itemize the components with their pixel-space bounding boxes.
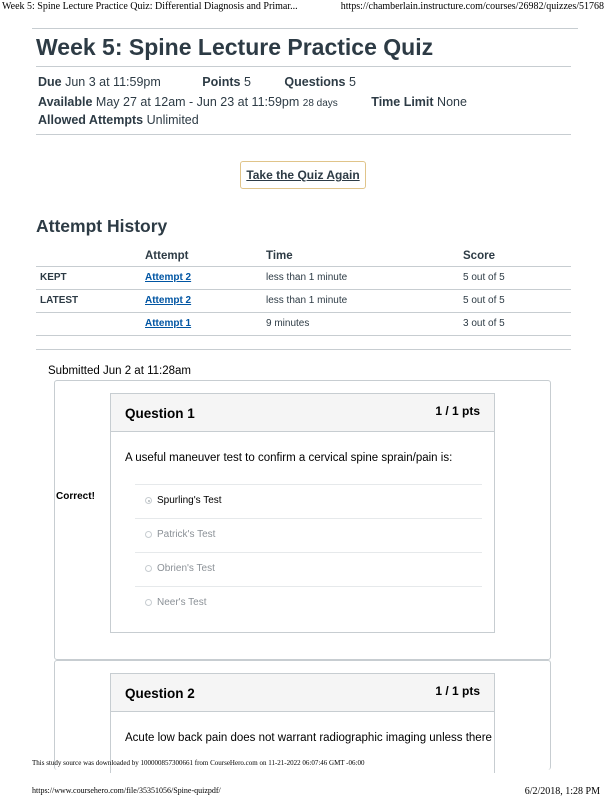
answer-label: Spurling's Test (157, 495, 222, 506)
answer-option[interactable] (135, 518, 482, 552)
question-points: 1 / 1 pts (435, 404, 480, 418)
questions-label: Questions (284, 75, 346, 89)
attempt-time: 9 minutes (266, 312, 463, 335)
question-text: Acute low back pain does not warrant radiographic imaging unless there (125, 732, 492, 744)
print-header-title: Week 5: Spine Lecture Practice Quiz: Differential Diagnosis and Primar... (2, 1, 298, 12)
answer-list (135, 484, 482, 620)
column-header-attempt: Attempt (145, 246, 266, 266)
attempt-score: 5 out of 5 (463, 266, 571, 289)
column-header-score: Score (463, 246, 571, 266)
points-label: Points (202, 75, 241, 89)
quiz-title: Week 5: Spine Lecture Practice Quiz (36, 34, 434, 60)
table-row (36, 289, 571, 312)
radio-icon (145, 565, 152, 572)
quiz-details-row-3 (38, 113, 199, 127)
time-limit-value: None (437, 95, 467, 109)
attempt-link[interactable]: Attempt 2 (145, 295, 192, 306)
question-header (111, 394, 494, 432)
table-row (36, 312, 571, 335)
print-header (0, 0, 606, 16)
answer-option[interactable] (135, 552, 482, 586)
available-value: May 27 at 12am - Jun 23 at 11:59pm (95, 95, 300, 109)
answer-label: Neer's Test (157, 597, 207, 608)
attempt-history-table (36, 246, 571, 336)
radio-icon (145, 599, 152, 606)
points-value: 5 (243, 75, 251, 89)
available-days: 28 days (302, 98, 338, 109)
footer-source-note: This study source was downloaded by 100000857300661 from CourseHero.com on 11-21-2022 06:07:46 GMT -06:00 (32, 759, 365, 767)
due-label: Due (38, 75, 62, 89)
answer-label: Obrien's Test (157, 563, 215, 574)
questions-value: 5 (349, 75, 356, 89)
attempt-time: less than 1 minute (266, 266, 463, 289)
attempt-link[interactable]: Attempt 2 (145, 272, 192, 283)
question-2-card (110, 673, 495, 773)
attempt-tag: KEPT (36, 266, 145, 289)
column-header-tag (36, 246, 145, 266)
answer-label: Patrick's Test (157, 529, 216, 540)
quiz-details-row-1 (38, 75, 356, 89)
quiz-details-row-2 (38, 95, 467, 109)
attempt-history-title: Attempt History (36, 216, 168, 236)
attempt-score: 3 out of 5 (463, 312, 571, 335)
question-title: Question 2 (125, 686, 195, 701)
available-label: Available (38, 95, 93, 109)
question-1-card (110, 393, 495, 633)
table-row (36, 266, 571, 289)
top-divider (32, 28, 578, 29)
section-divider (36, 349, 571, 350)
answer-option[interactable] (135, 586, 482, 620)
submitted-timestamp: Submitted Jun 2 at 11:28am (48, 365, 191, 377)
radio-icon (145, 531, 152, 538)
question-text: A useful maneuver test to confirm a cervical spine sprain/pain is: (125, 452, 453, 464)
correct-answer-flag: Correct! (56, 491, 95, 502)
question-points: 1 / 1 pts (435, 684, 480, 698)
attempt-tag: LATEST (36, 289, 145, 312)
attempt-link[interactable]: Attempt 1 (145, 318, 192, 329)
due-value: Jun 3 at 11:59pm (65, 75, 161, 89)
take-quiz-again-button[interactable]: Take the Quiz Again (240, 161, 366, 189)
attempt-time: less than 1 minute (266, 289, 463, 312)
table-header-row (36, 246, 571, 266)
question-header (111, 674, 494, 712)
footer-date: 6/2/2018, 1:28 PM (524, 786, 600, 797)
title-divider (36, 66, 571, 67)
attempt-tag (36, 312, 145, 335)
column-header-time: Time (266, 246, 463, 266)
footer-url: https://www.coursehero.com/file/35351056/Spine-quizpdf/ (32, 786, 221, 795)
attempts-label: Allowed Attempts (38, 113, 144, 127)
question-title: Question 1 (125, 406, 195, 421)
time-limit-label: Time Limit (371, 95, 434, 109)
attempts-value: Unlimited (146, 113, 199, 127)
radio-icon (145, 497, 152, 504)
answer-option[interactable] (135, 484, 482, 518)
attempt-score: 5 out of 5 (463, 289, 571, 312)
print-header-url: https://chamberlain.instructure.com/courses/26982/quizzes/51768 (340, 1, 604, 12)
details-divider (36, 134, 571, 135)
